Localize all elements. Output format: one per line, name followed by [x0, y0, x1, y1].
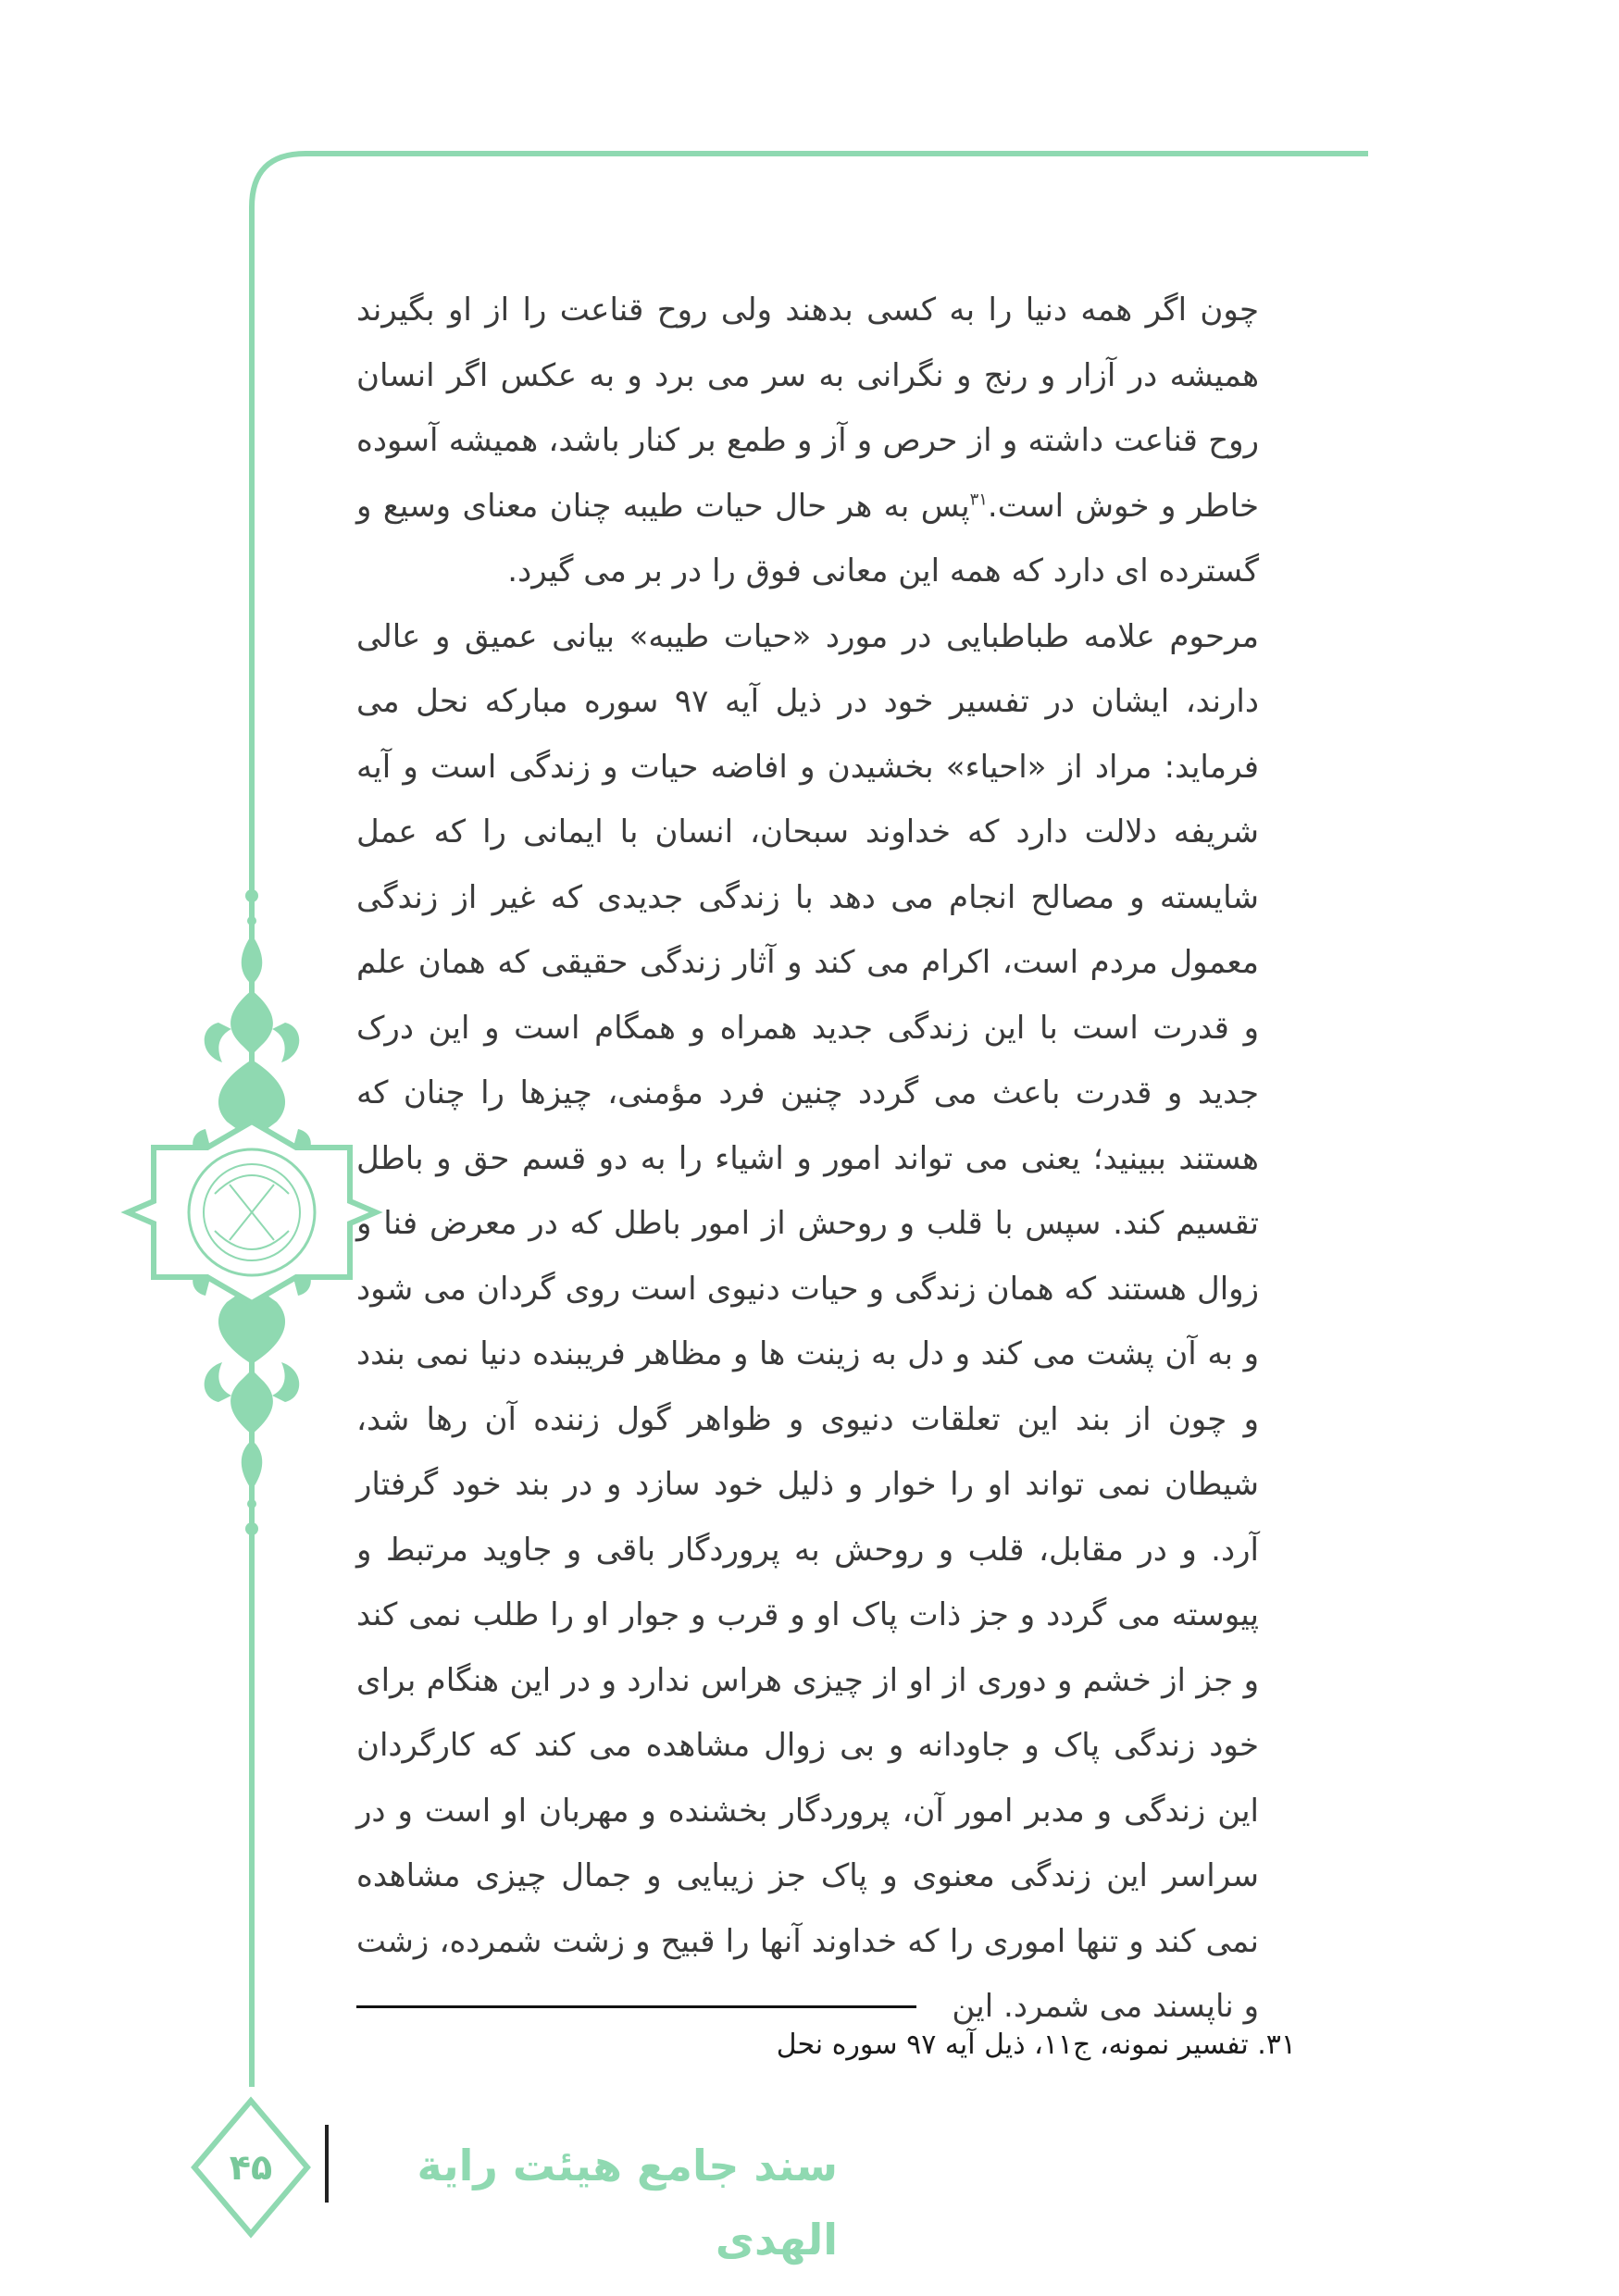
footnote-divider: [356, 2005, 916, 2008]
paragraph-1: [356, 278, 1259, 604]
medallion-emblem: [128, 1122, 376, 1303]
footer-divider: [325, 2125, 329, 2203]
body-text: [356, 278, 1259, 2040]
paragraph-2: مرحوم علامه طباطبایی در مورد «حیات طیبه» بیانی عمیق و عالی دارند، ایشان در تفسیر خود در ذیل آیه ۹۷ سوره مبارکه نحل می فرماید: مراد از «احیاء» بخشیدن و افاضه حیات و زندگی است و آیه شریفه دلالت دارد که خداوند سبحان، انسان با ایمانی را که عمل شایسته و مصالح انجام می دهد با زندگی جدیدی که غیر از زندگی معمول مردم است، اکرام می کند و آثار زندگی حقیقی که همان علم و قدرت است با این زندگی جدید همراه و همگام است و این درک جدید و قدرت باعث می گردد چنین فرد مؤمنی، چیزها را چنان که هستند ببینید؛ یعنی می تواند امور و اشیاء را به دو قسم حق و باطل تقسیم کند. سپس با قلب و روحش از امور باطل که در معرض فنا و زوال هستند که همان زندگی و حیات دنیوی است روی گردان می شود و به آن پشت می کند و دل به زینت ها و مظاهر فریبنده دنیا نمی بندد و چون از بند این تعلقات دنیوی و ظواهر گول زننده آن رها شد، شیطان نمی تواند او را خوار و ذلیل خود سازد و در بند خود گرفتار آرد. و در مقابل، قلب و روحش به پروردگار باقی و جاوید مرتبط و پیوسته می گردد و جز ذات پاک او و قرب و جوار او را طلب نمی کند و جز از خشم و دوری از او از چیزی هراس ندارد و در این هنگام برای خود زندگی پاک و جاودانه و بی زوال مشاهده می کند که کارگردان این زندگی و مدبر امور آن، پروردگار بخشنده و مهربان او است و در سراسر این زندگی معنوی و پاک جز زیبایی و جمال چیزی مشاهده نمی کند و تنها اموری را که خداوند آنها را قبیح و زشت شمرده، زشت و ناپسند می شمرد. این: [356, 617, 1259, 2025]
page-number: ۴۵: [229, 2147, 273, 2188]
footnote: ۳۱. تفسیر نمونه، ج۱۱، ذیل آیه ۹۷ سوره نحل: [776, 2029, 1296, 2061]
footer-book-title: سند جامع هیئت رایة الهدی: [417, 2141, 838, 2265]
footnote-reference[interactable]: ۳۱: [969, 490, 988, 510]
paragraph-1-text: چون اگر همه دنیا را به کسی بدهند ولی روح قناعت را از او بگیرند همیشه در آزار و رنج و نگرانی به سر می برد و به عکس اگر انسان روح قناعت داشته و از حرص و آز و طمع بر کنار باشد، همیشه آسوده خاطر و خوش است.: [356, 292, 1259, 525]
paragraph-1-tail: پس به هر حال حیات طیبه چنان معنای وسیع و گسترده ای دارد که همه این معانی فوق را در بر می گیرد.: [356, 487, 1259, 590]
